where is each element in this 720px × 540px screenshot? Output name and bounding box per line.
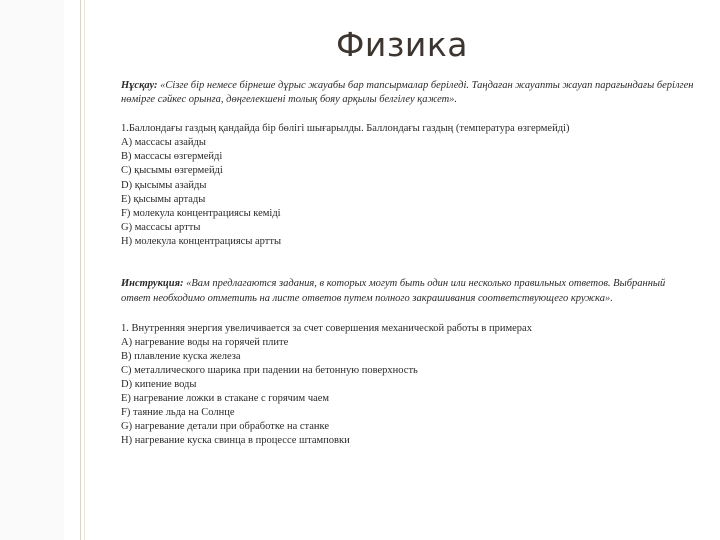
answer-option: A) нагревание воды на горячей плите (121, 336, 289, 348)
answer-option: H) молекула концентрациясы артты (121, 235, 282, 247)
russian-task-block (121, 276, 696, 448)
answer-option: A) массасы азайды (121, 137, 206, 149)
decorative-vertical-line (80, 0, 81, 540)
slide-title: Физика (335, 25, 468, 64)
instruction-text: «Сізге бір немесе бірнеше дұрыс жауабы бар тапсырмалар беріледі. Таңдаған жауапты жауап парағындағы берілген нөмірге сәйкес орынға, дөңгелекшені толық бояу арқылы белгілеу қажет». (121, 80, 694, 106)
instruction-ru (121, 276, 696, 307)
answer-option: F) таяние льда на Солнце (121, 407, 235, 419)
question-kz: 1.Баллондағы газдың қандайда бір бөлігі шығарылды. Баллондағы газдың (температура өзгермейді) (121, 123, 570, 135)
answer-option: B) массасы өзгермейді (121, 151, 223, 163)
answer-option: E) қысымы артады (121, 193, 206, 205)
answer-option: G) нагревание детали при обработке на станке (121, 421, 330, 433)
question-ru: 1. Внутренняя энергия увеличивается за счет совершения механической работы в примерах (121, 322, 532, 334)
instruction-text: «Вам предлагаются задания, в которых могут быть один или несколько правильных ответов. Выбранный ответ необходимо отметить на листе ответов путем полного закрашивания соответствующего кружка». (121, 278, 666, 305)
slide-content (121, 79, 696, 448)
answer-option: D) қысымы азайды (121, 179, 207, 191)
answer-option: E) нагревание ложки в стакане с горячим чаем (121, 393, 330, 405)
kazakh-task-block (121, 79, 696, 249)
instruction-label: Инструкция: (121, 278, 184, 290)
answer-option: D) кипение воды (121, 379, 197, 390)
answer-option: H) нагревание куска свинца в процессе штамповки (121, 435, 350, 447)
answer-option: C) металлического шарика при падении на бетонную поверхность (121, 364, 418, 376)
answer-option: F) молекула концентрациясы кеміді (121, 207, 281, 219)
instruction-label: Нұсқау: (121, 80, 158, 91)
answer-option: B) плавление куска железа (121, 350, 241, 362)
slide-left-border (0, 0, 64, 540)
answer-option: C) қысымы өзгермейді (121, 165, 223, 177)
decorative-vertical-line (84, 0, 85, 540)
answer-option: G) массасы артты (121, 221, 201, 233)
instruction-kz (121, 79, 696, 107)
